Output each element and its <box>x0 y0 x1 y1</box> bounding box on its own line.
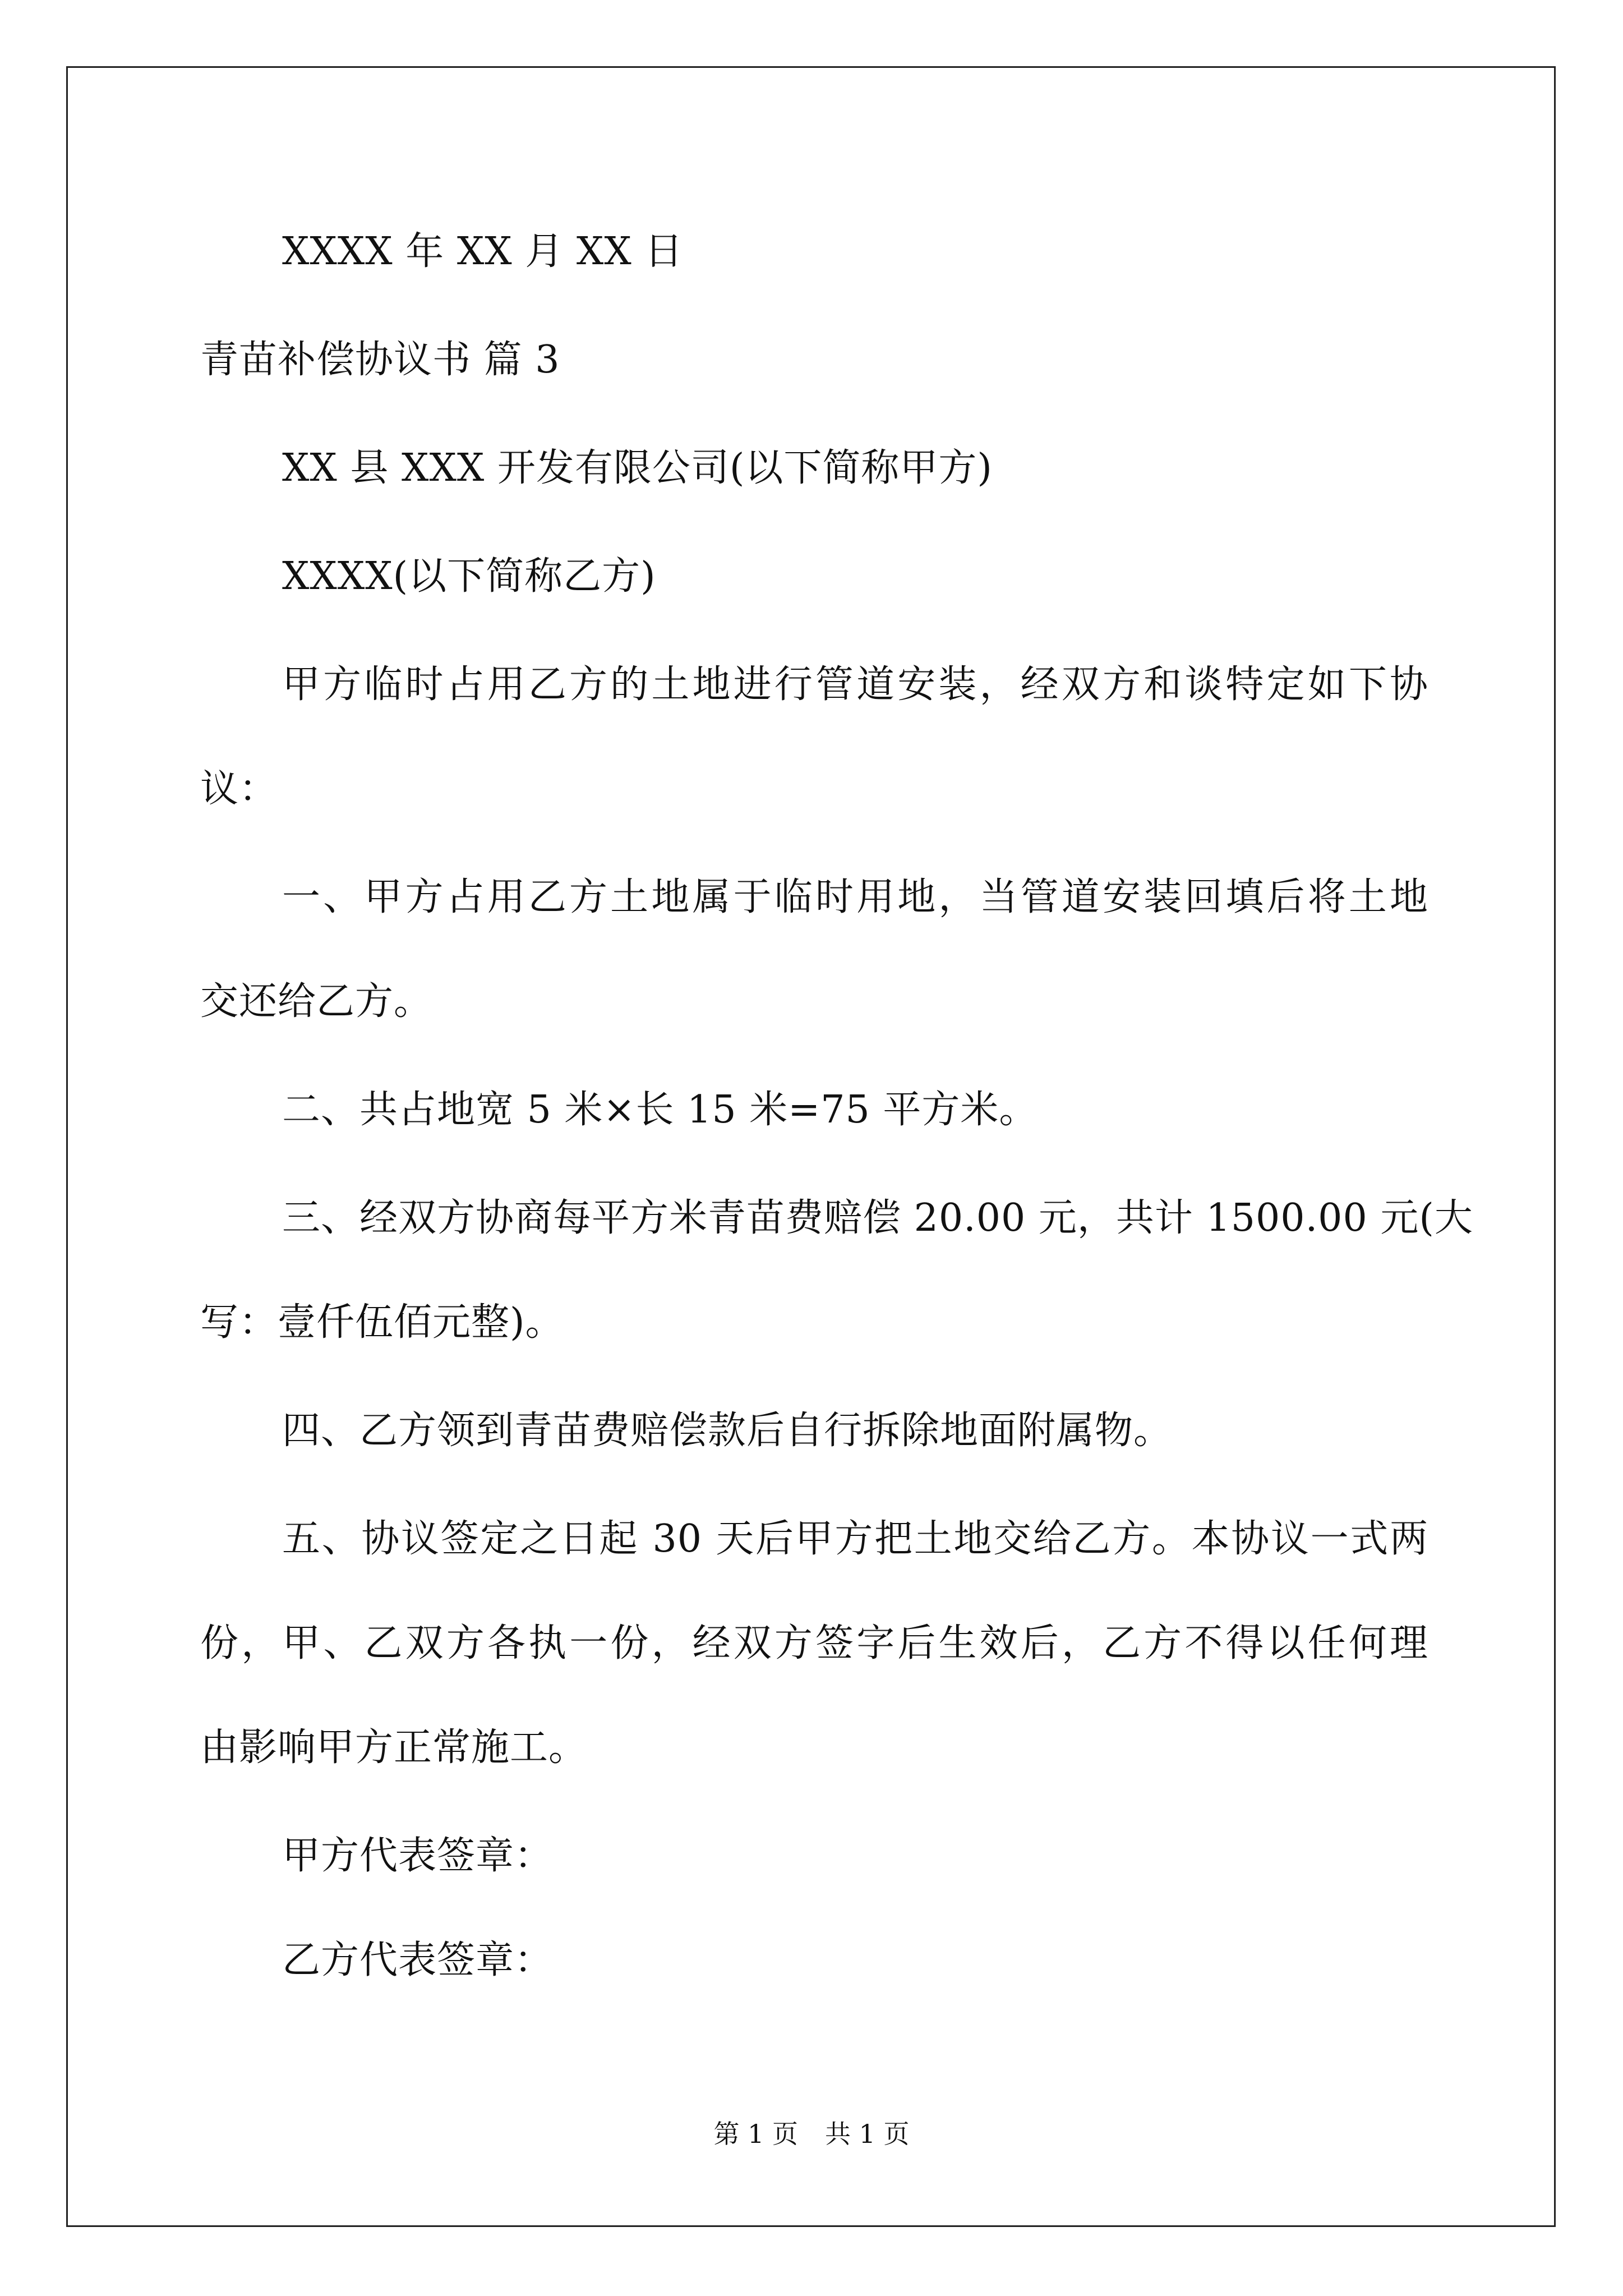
clause-1-line-1: 一、甲方占用乙方土地属于临时用地，当管道安装回填后将土地 <box>282 875 1428 919</box>
party-b-line: XXXX(以下简称乙方) <box>282 554 656 599</box>
party-b-signature: 乙方代表签章： <box>282 1938 554 1982</box>
clause-3-line-2: 写：壹仟伍佰元整)。 <box>200 1300 564 1345</box>
clause-5-line-3: 由影响甲方正常施工。 <box>200 1726 588 1770</box>
page-total: 共 1 页 <box>825 2119 910 2149</box>
clause-1-line-2: 交还给乙方。 <box>200 979 433 1024</box>
document-heading: 青苗补偿协议书 篇 3 <box>200 338 560 382</box>
document-body <box>200 0 1473 2296</box>
intro-line-2: 议： <box>200 767 278 811</box>
page-current: 第 1 页 <box>713 2119 798 2149</box>
page-footer <box>0 2117 1623 2151</box>
date-line: XXXX 年 XX 月 XX 日 <box>282 229 684 274</box>
party-a-signature: 甲方代表签章： <box>282 1834 554 1878</box>
clause-4-line: 四、乙方领到青苗费赔偿款后自行拆除地面附属物。 <box>282 1409 1173 1453</box>
clause-2-line: 二、共占地宽 5 米×长 15 米=75 平方米。 <box>282 1088 1038 1132</box>
clause-3-line-1: 三、经双方协商每平方米青苗费赔偿 20.00 元，共计 1500.00 元(大 <box>282 1196 1473 1240</box>
clause-5-line-1: 五、协议签定之日起 30 天后甲方把土地交给乙方。本协议一式两 <box>282 1517 1428 1561</box>
intro-line-1: 甲方临时占用乙方的土地进行管道安装，经双方和谈特定如下协 <box>282 662 1428 707</box>
clause-5-line-2: 份，甲、乙双方各执一份，经双方签字后生效后，乙方不得以任何理 <box>200 1621 1428 1665</box>
party-a-line: XX 县 XXX 开发有限公司(以下简称甲方) <box>282 446 993 490</box>
